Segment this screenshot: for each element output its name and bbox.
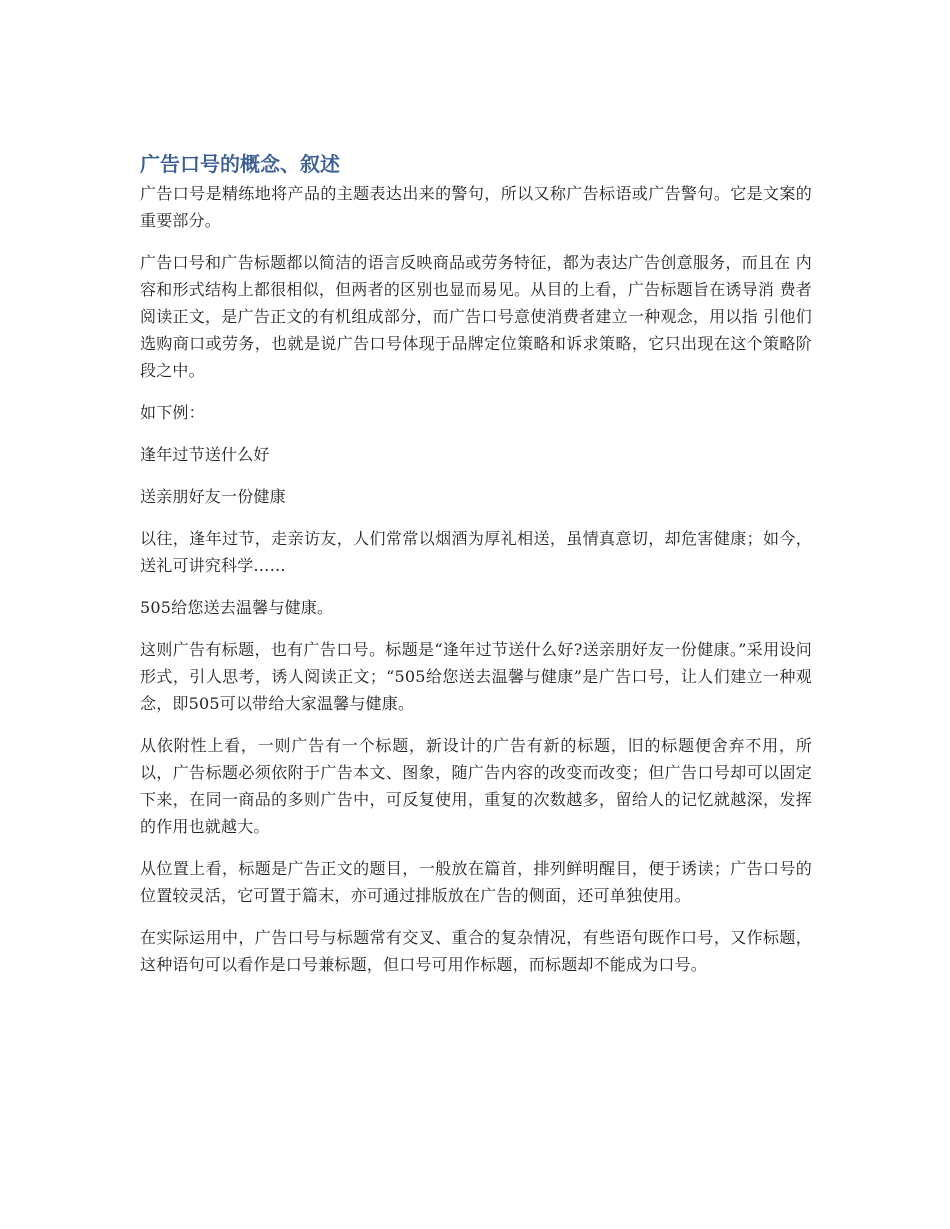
paragraph-example-intro: 如下例：	[140, 403, 205, 422]
document-page	[140, 150, 812, 993]
paragraph-example-slogan: 505给您送去温馨与健康。	[140, 598, 334, 617]
paragraph-definition: 广告口号是精练地将产品的主题表达出来的警句，所以又称广告标语或广告警句。它是文案的重要部分。	[140, 184, 812, 230]
paragraph-position: 从位置上看，标题是广告正文的题目，一般放在篇首，排列鲜明醒目，便于诱读；广告口号的位置较灵活，它可置于篇末，亦可通过排版放在广告的侧面，还可单独使用。	[140, 859, 812, 905]
paragraph-dependency: 从依附性上看，一则广告有一个标题，新设计的广告有新的标题，旧的标题便舍弃不用，所以，广告标题必须依附于广告本文、图象，随广告内容的改变而改变；但广告口号却可以固定下来，在同一商品的多则广告中，可反复使用，重复的次数越多，留给人的记忆就越深，发挥的作用也就越大。	[140, 736, 812, 836]
paragraph-practice: 在实际运用中，广告口号与标题常有交叉、重合的复杂情况，有些语句既作口号，又作标题，这种语句可以看作是口号兼标题，但口号可用作标题，而标题却不能成为口号。	[140, 928, 812, 974]
document-title: 广告口号的概念、叙述	[140, 152, 340, 176]
paragraph-example-body: 以往，逢年过节，走亲访友，人们常常以烟酒为厚礼相送，虽情真意切，却危害健康；如今，送礼可讲究科学……	[140, 529, 812, 575]
paragraph-example-subheadline: 送亲朋好友一份健康	[140, 487, 286, 506]
paragraph-example-analysis: 这则广告有标题，也有广告口号。标题是“逢年过节送什么好?送亲朋好友一份健康。”采用设问形式，引人思考，诱人阅读正文；“505给您送去温馨与健康”是广告口号，让人们建立一种观念，即505可以带给大家温馨与健康。	[140, 640, 812, 713]
paragraph-example-headline: 逢年过节送什么好	[140, 445, 270, 464]
paragraph-comparison: 广告口号和广告标题都以简洁的语言反映商品或劳务特征，都为表达广告创意服务，而且在 内容和形式结构上都很相似，但两者的区别也显而易见。从目的上看，广告标题旨在诱导消 费者阅读正文，是广告正文的有机组成部分，而广告口号意使消费者建立一种观念，用以指 引他们选购商口或劳务，也就是说广告口号体现于品牌定位策略和诉求策略，它只出现在这个策略阶段之中。	[140, 253, 812, 380]
